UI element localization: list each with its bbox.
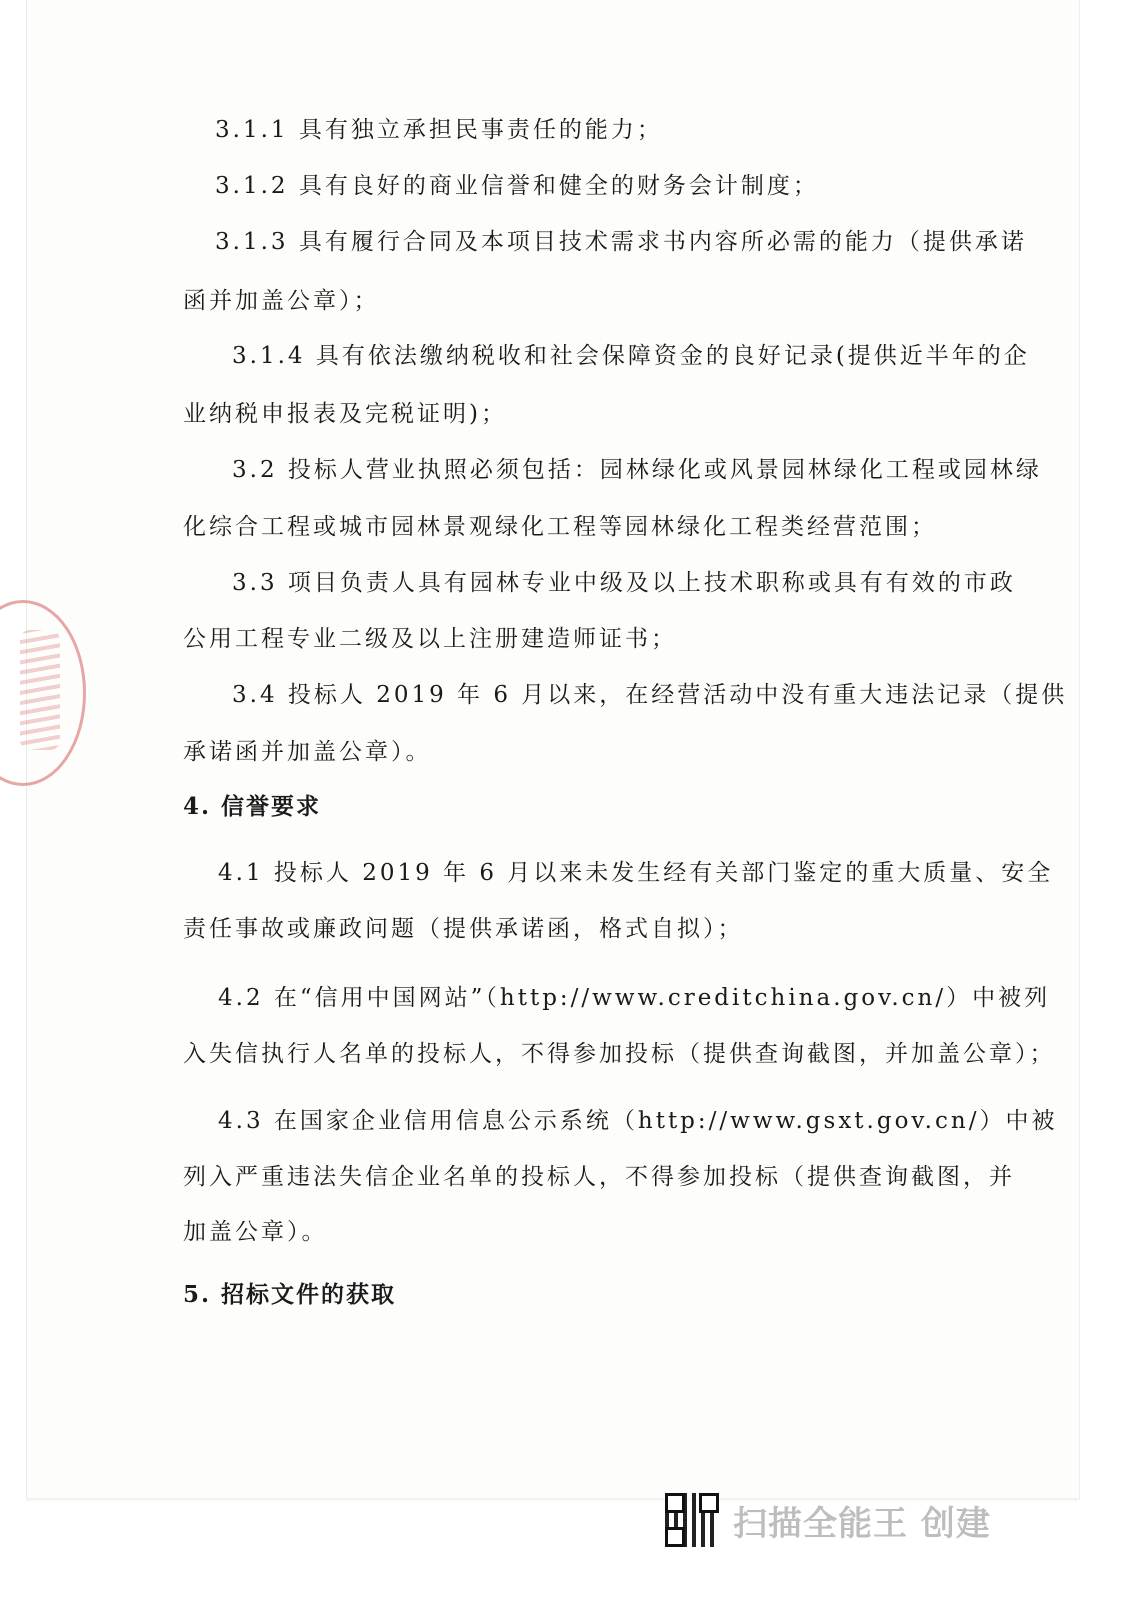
paragraph-line: 3.2 投标人营业执照必须包括：园林绿化或风景园林绿化工程或园林绿	[232, 457, 1042, 483]
paragraph-line: 3.1.3 具有履行合同及本项目技术需求书内容所必需的能力（提供承诺	[215, 229, 1027, 255]
qr-code-icon	[665, 1493, 719, 1547]
paragraph-line: 承诺函并加盖公章）。	[183, 739, 432, 765]
paragraph-line: 4.2 在“信用中国网站”（http://www.creditchina.gov.cn/）中被列	[218, 985, 1051, 1011]
scanner-watermark	[665, 1490, 991, 1550]
paragraph-line: 4.1 投标人 2019 年 6 月以来未发生经有关部门鉴定的重大质量、安全	[218, 860, 1054, 886]
paragraph-line: 列入严重违法失信企业名单的投标人，不得参加投标（提供查询截图，并	[183, 1164, 1015, 1190]
paragraph-line: 3.1.2 具有良好的商业信誉和健全的财务会计制度；	[215, 173, 819, 199]
section-heading: 4. 信誉要求	[183, 793, 322, 820]
watermark-text: 扫描全能王 创建	[733, 1503, 991, 1544]
paragraph-line: 函并加盖公章）；	[183, 288, 380, 314]
paragraph-line: 3.4 投标人 2019 年 6 月以来，在经营活动中没有重大违法记录（提供	[232, 682, 1068, 708]
paragraph-line: 3.3 项目负责人具有园林专业中级及以上技术职称或具有有效的市政	[232, 570, 1016, 596]
paragraph-line: 责任事故或廉政问题（提供承诺函，格式自拟）；	[183, 916, 744, 942]
paragraph-line: 入失信执行人名单的投标人，不得参加投标（提供查询截图，并加盖公章）；	[183, 1041, 1056, 1067]
paragraph-line: 加盖公章）。	[183, 1219, 328, 1245]
paragraph-line: 公用工程专业二级及以上注册建造师证书；	[183, 626, 677, 652]
paragraph-line: 3.1.4 具有依法缴纳税收和社会保障资金的良好记录(提供近半年的企	[232, 343, 1030, 369]
section-heading: 5. 招标文件的获取	[183, 1281, 397, 1308]
paragraph-line: 化综合工程或城市园林景观绿化工程等园林绿化工程类经营范围；	[183, 514, 937, 540]
paragraph-line: 业纳税申报表及完税证明)；	[183, 401, 507, 427]
paragraph-line: 3.1.1 具有独立承担民事责任的能力；	[215, 117, 663, 143]
paragraph-line: 4.3 在国家企业信用信息公示系统（http://www.gsxt.gov.cn/）中被	[218, 1108, 1058, 1134]
